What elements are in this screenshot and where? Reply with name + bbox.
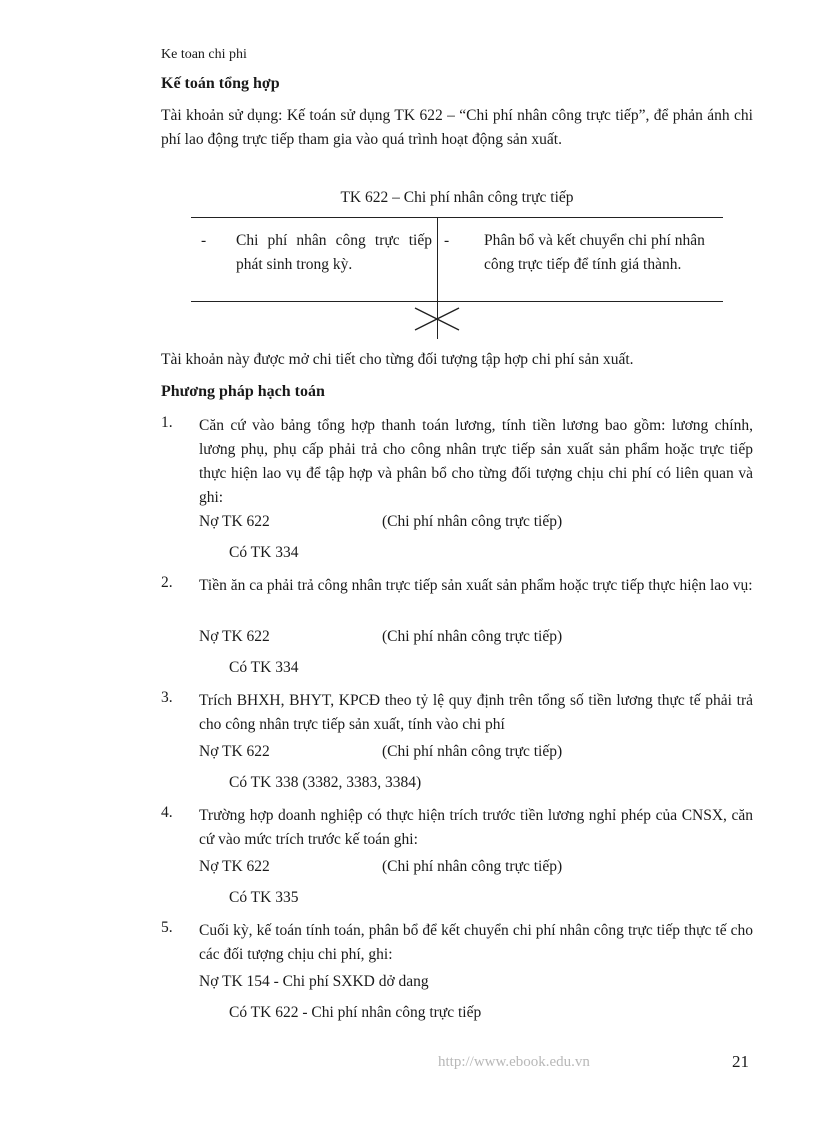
credit-entry: Có TK 622 - Chi phí nhân công trực tiếp <box>229 1004 482 1021</box>
debit-entry: Nợ TK 154 - Chi phí SXKD dở dang <box>199 973 429 990</box>
t-account-bottom-rule <box>191 301 723 302</box>
page-number: 21 <box>732 1052 749 1071</box>
item-text: Trích BHXH, BHYT, KPCĐ theo tỷ lệ quy định trên tổng số tiền lương thực tế phải trả cho công nhân trực tiếp sản xuất, tính vào chi phí <box>199 692 753 733</box>
item-number: 2. <box>161 574 173 591</box>
credit-entry: Có TK 334 <box>229 544 299 561</box>
debit-entry: Nợ TK 622 <box>199 858 270 875</box>
debit-entry: Nợ TK 622 <box>199 513 270 530</box>
item-text: Căn cứ vào bảng tổng hợp thanh toán lương, tính tiền lương bao gồm: lương chính, lương phụ, phụ cấp phải trả cho công nhân trực tiếp sản xuất sản phẩm hoặc trực tiếp thực hiện lao vụ để tập hợp và phân bổ cho từng đối tượng chịu chi phí có liên quan và ghi: <box>199 417 753 506</box>
debit-entry: Nợ TK 622 <box>199 743 270 760</box>
t-account-debit: Chi phí nhân công trực tiếp phát sinh trong kỳ. <box>236 232 432 273</box>
debit-entry: Nợ TK 622 <box>199 628 270 645</box>
item-number: 5. <box>161 919 173 936</box>
intro-paragraph: Tài khoản sử dụng: Kế toán sử dụng TK 622 – “Chi phí nhân công trực tiếp”, để phản ánh chi phí lao động trực tiếp tham gia vào quá trình hoạt động sản xuất. <box>161 107 753 148</box>
t-account-cross-icon <box>413 306 461 332</box>
debit-note: (Chi phí nhân công trực tiếp) <box>382 743 563 760</box>
credit-entry: Có TK 335 <box>229 889 299 906</box>
footer-url: http://www.ebook.edu.vn <box>438 1054 590 1070</box>
method-title: Phương pháp hạch toán <box>161 383 325 400</box>
running-header: Ke toan chi phi <box>161 47 247 62</box>
item-text: Trường hợp doanh nghiệp có thực hiện trích trước tiền lương nghỉ phép của CNSX, căn cứ vào mức trích trước kế toán ghi: <box>199 807 753 848</box>
item-number: 1. <box>161 414 173 431</box>
section-title: Kế toán tổng hợp <box>161 75 280 92</box>
t-account-title: TK 622 – Chi phí nhân công trực tiếp <box>340 189 574 206</box>
debit-note: (Chi phí nhân công trực tiếp) <box>382 858 563 875</box>
item-text: Tiền ăn ca phải trả công nhân trực tiếp sản xuất sản phẩm hoặc trực tiếp thực hiện lao vụ: <box>199 577 753 594</box>
item-number: 3. <box>161 689 173 706</box>
t-account-top-rule <box>191 217 723 218</box>
item-text: Cuối kỳ, kế toán tính toán, phân bổ để kết chuyển chi phí nhân công trực tiếp thực tế cho các đối tượng chịu chi phí, ghi: <box>199 922 753 963</box>
item-number: 4. <box>161 804 173 821</box>
credit-entry: Có TK 334 <box>229 659 299 676</box>
t-account-credit: Phân bổ và kết chuyển chi phí nhân công trực tiếp để tính giá thành. <box>484 232 705 273</box>
t-account-debit-dash: - <box>201 232 207 249</box>
debit-note: (Chi phí nhân công trực tiếp) <box>382 628 563 645</box>
debit-note: (Chi phí nhân công trực tiếp) <box>382 513 563 530</box>
credit-entry: Có TK 338 (3382, 3383, 3384) <box>229 774 422 791</box>
t-account-credit-dash: - <box>444 232 450 249</box>
detail-note: Tài khoản này được mở chi tiết cho từng đối tượng tập hợp chi phí sản xuất. <box>161 351 634 368</box>
